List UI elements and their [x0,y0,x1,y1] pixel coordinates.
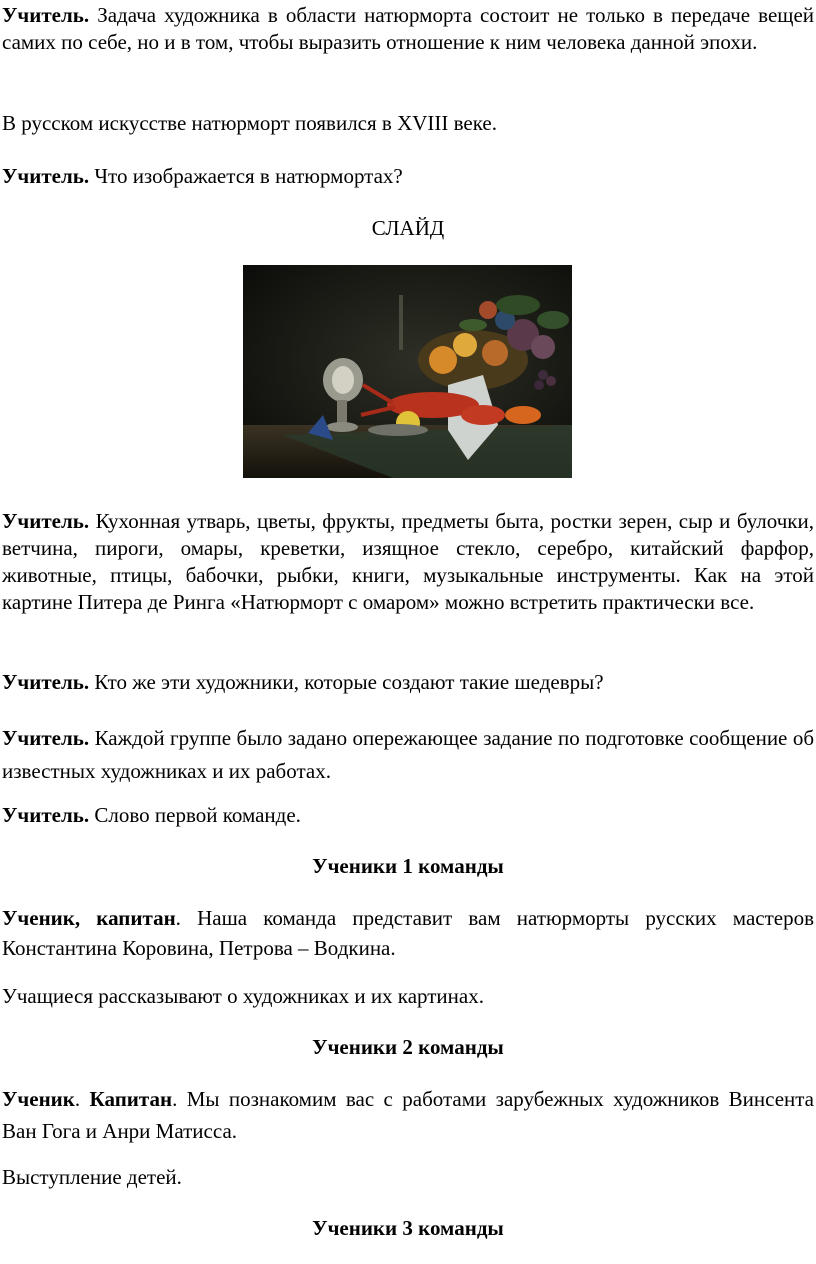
separator-text: . [74,1087,90,1111]
speaker-label: Учитель. [2,670,90,694]
speaker-label: Ученик [2,1087,75,1111]
heading-text: Ученики 3 команды [312,1216,504,1240]
speaker-label: Учитель. [2,803,90,827]
paragraph-text: . Мы познакомим вас с работами зарубежных художников Винсента Ван Гога и Анри Матисса. [2,1087,815,1143]
paragraph-captain-1 [2,903,814,963]
speaker-label: Учитель. [2,509,90,533]
paragraph-text: Что изображается в натюрмортах? [89,164,403,188]
speaker-label: Учитель. [2,726,90,750]
heading-text: Ученики 1 команды [312,854,504,878]
paragraph-children-performance [2,1164,814,1191]
paragraph-text: Каждой группе было задано опережающее задание по подготовке сообщение об известных художниках и их работах. [2,726,814,783]
speaker-label: Ученик, капитан [2,906,176,930]
paragraph-text: Слово первой команде. [89,803,301,827]
slide-label: СЛАЙД [371,216,445,240]
heading-team-1 [0,853,816,880]
paragraph-text: Учащиеся рассказывают о художниках и их картинах. [2,984,484,1008]
paragraph-students-tell [2,983,814,1010]
paragraph-history [2,110,814,137]
paragraph-text: В русском искусстве натюрморт появился в XVIII веке. [2,111,497,135]
speaker-label: Учитель. [2,164,90,188]
speaker-label: Учитель. [2,3,90,27]
paragraph-teacher-assignment [2,722,814,788]
paragraph-text: Задача художника в области натюрморта состоит не только в передаче вещей самих по себе, но и в том, чтобы выразить отношение к ним человека данной эпохи. [2,3,814,54]
paragraph-teacher-question [2,163,814,190]
paragraph-teacher-objects [2,508,814,616]
paragraph-captain-2 [2,1083,814,1147]
paragraph-teacher-task [2,2,814,56]
paragraph-text: Выступление детей. [2,1165,182,1189]
heading-text: Ученики 2 команды [312,1035,504,1059]
paragraph-teacher-artists [2,669,814,696]
speaker-label: Капитан [89,1087,173,1111]
paragraph-text: Кто же эти художники, которые создают такие шедевры? [89,670,604,694]
heading-team-2 [0,1034,816,1061]
paragraph-text: Кухонная утварь, цветы, фрукты, предметы быта, ростки зерен, сыр и булочки, ветчина, пироги, омары, креветки, изящное стекло, серебро, китайский фарфор, животные, птицы, бабочки, рыбки, книги, музыкальные инструменты. Как на этой картине Питера де Ринга «Натюрморт с омаром» можно встретить практически все. [2,509,814,614]
paragraph-text: . Наша команда представит вам натюрморты русских мастеров Константина Коровина, Петрова – Водкина. [2,906,814,960]
paragraph-teacher-first-team [2,802,814,829]
heading-team-3 [0,1215,816,1242]
still-life-lobster-painting [243,265,572,478]
